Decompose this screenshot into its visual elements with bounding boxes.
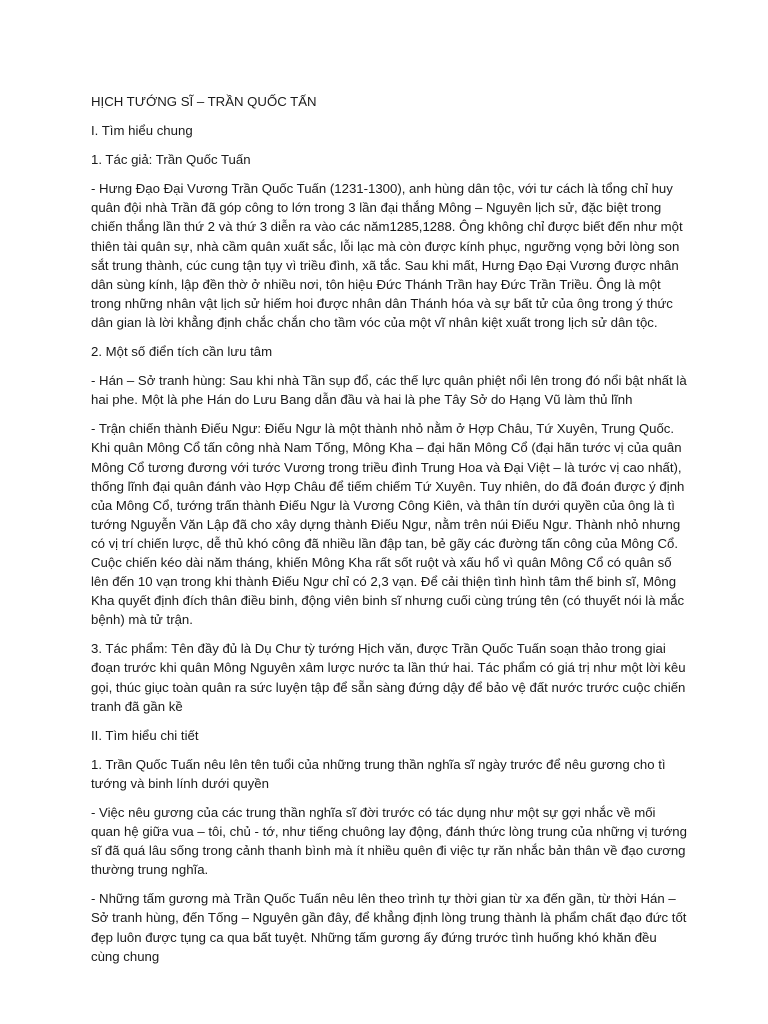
paragraph-work: 3. Tác phẩm: Tên đầy đủ là Dụ Chư tỳ tướng Hịch văn, được Trần Quốc Tuấn soạn thảo trong giai đoạn trước khi quân Mông Nguyên xâm lược nước ta lần thứ hai. Tác phẩm có giá trị như một lời kêu gọi, thúc giục toàn quân ra sức luyện tập để sẵn sàng đứng dậy để bảo vệ đất nước trước cuộc chiến tranh đã gần kề — [91, 641, 686, 714]
paragraph-detail-1: 1. Trần Quốc Tuấn nêu lên tên tuổi của những trung thần nghĩa sĩ ngày trước để nêu gương cho tì tướng và binh lính dưới quyền — [91, 756, 666, 791]
document-body — [91, 92, 687, 976]
paragraph-author: - Hưng Đạo Đại Vương Trần Quốc Tuấn (1231-1300), anh hùng dân tộc, với tư cách là tổng chỉ huy quân đội nhà Trần đã góp công to lớn trong 3 lần đại thắng Mông – Nguyên lịch sử, đặc biệt trong chiến thắng lần thứ 2 và thứ 3 diễn ra vào các năm1285,1288. Ông không chỉ được biết đến như một thiên tài quân sự, nhà cầm quân xuất sắc, lỗi lạc mà còn được kính phục, ngưỡng vọng bởi lòng son sắt trung thành, cúc cung tận tụy vì triều đình, xã tắc. Sau khi mất, Hưng Đạo Đại Vương được nhân dân sùng kính, lập đền thờ ở nhiều nơi, tôn hiệu Đức Thánh Trần hay Đức Trần Triều. Ông là một trong những nhân vật lịch sử hiếm hoi được nhân dân Thánh hóa và sự bất tử của ông trong ý thức dân gian là lời khẳng định chắc chắn cho tầm vóc của một vĩ nhân kiệt xuất trong lịch sử dân tộc. — [91, 181, 683, 330]
section-heading-details: II. Tìm hiểu chi tiết — [91, 727, 199, 743]
subheading-allusions: 2. Một số điển tích cần lưu tâm — [91, 344, 273, 360]
section-heading-overview: I. Tìm hiểu chung — [91, 123, 193, 139]
paragraph-detail-3: - Những tấm gương mà Trần Quốc Tuấn nêu lên theo trình tự thời gian từ xa đến gần, từ thời Hán – Sở tranh hùng, đến Tống – Nguyên gần đây, để khẳng định lòng trung thành là phẩm chất đạo đức tốt đẹp luôn được tụng ca qua bất tuyệt. Những tấm gương ấy đứng trước tình huống khó khăn đều cùng chung — [91, 891, 687, 964]
paragraph-detail-2: - Việc nêu gương của các trung thần nghĩa sĩ đời trước có tác dụng như một sự gợi nhắc về mối quan hệ giữa vua – tôi, chủ - tớ, như tiếng chuông lay động, đánh thức lòng trung của những vị tướng sĩ đã quá lâu sống trong cảnh thanh bình mà ít nhiều quên đi việc tự răn nhắc bản thân về đạo cương thường trung nghĩa. — [91, 805, 687, 878]
document-title: HỊCH TƯỚNG SĨ – TRẦN QUỐC TẤN — [91, 94, 317, 109]
paragraph-dieu-ngu: - Trận chiến thành Điếu Ngư: Điếu Ngư là một thành nhỏ nằm ở Hợp Châu, Tứ Xuyên, Trung Quốc. Khi quân Mông Cổ tấn công nhà Nam Tống, Mông Kha – đại hãn Mông Cổ (đại hãn tước vị của quân Mông Cổ tương đương với tước Vương trong triều đình Trung Hoa và Đại Việt – là tước vị cao nhất), thống lĩnh đại quân đánh vào Hợp Châu để tiếm chiếm Tứ Xuyên. Tuy nhiên, do đã đoán được ý định của Mông Cổ, tướng trấn thành Điếu Ngư là Vương Công Kiên, và thân tín dưới quyền của ông là tì tướng Nguyễn Văn Lập đã cho xây dựng thành Điếu Ngư, nằm trên núi Điếu Ngư. Thành nhỏ nhưng có vị trí chiến lược, dễ thủ khó công đã nhiều lần đập tan, bẻ gãy các đường tấn công của Mông Cổ. Cuộc chiến kéo dài năm tháng, khiến Mông Kha rất sốt ruột và xấu hổ vì quân Mông Cổ có quân số lên đến 10 vạn trong khi thành Điếu Ngư chỉ có 2,3 vạn. Để cải thiện tình hình tâm thế binh sĩ, Mông Kha quyết định đích thân điều binh, động viên binh sĩ nhưng cuối cùng trúng tên (có thuyết nói là mắc bệnh) mà tử trận. — [91, 421, 685, 628]
paragraph-han-so: - Hán – Sở tranh hùng: Sau khi nhà Tần sụp đổ, các thế lực quân phiệt nổi lên trong đó nổi bật nhất là hai phe. Một là phe Hán do Lưu Bang dẫn đầu và hai là phe Tây Sở do Hạng Vũ làm thủ lĩnh — [91, 373, 687, 408]
subheading-author: 1. Tác giả: Trần Quốc Tuấn — [91, 152, 251, 168]
